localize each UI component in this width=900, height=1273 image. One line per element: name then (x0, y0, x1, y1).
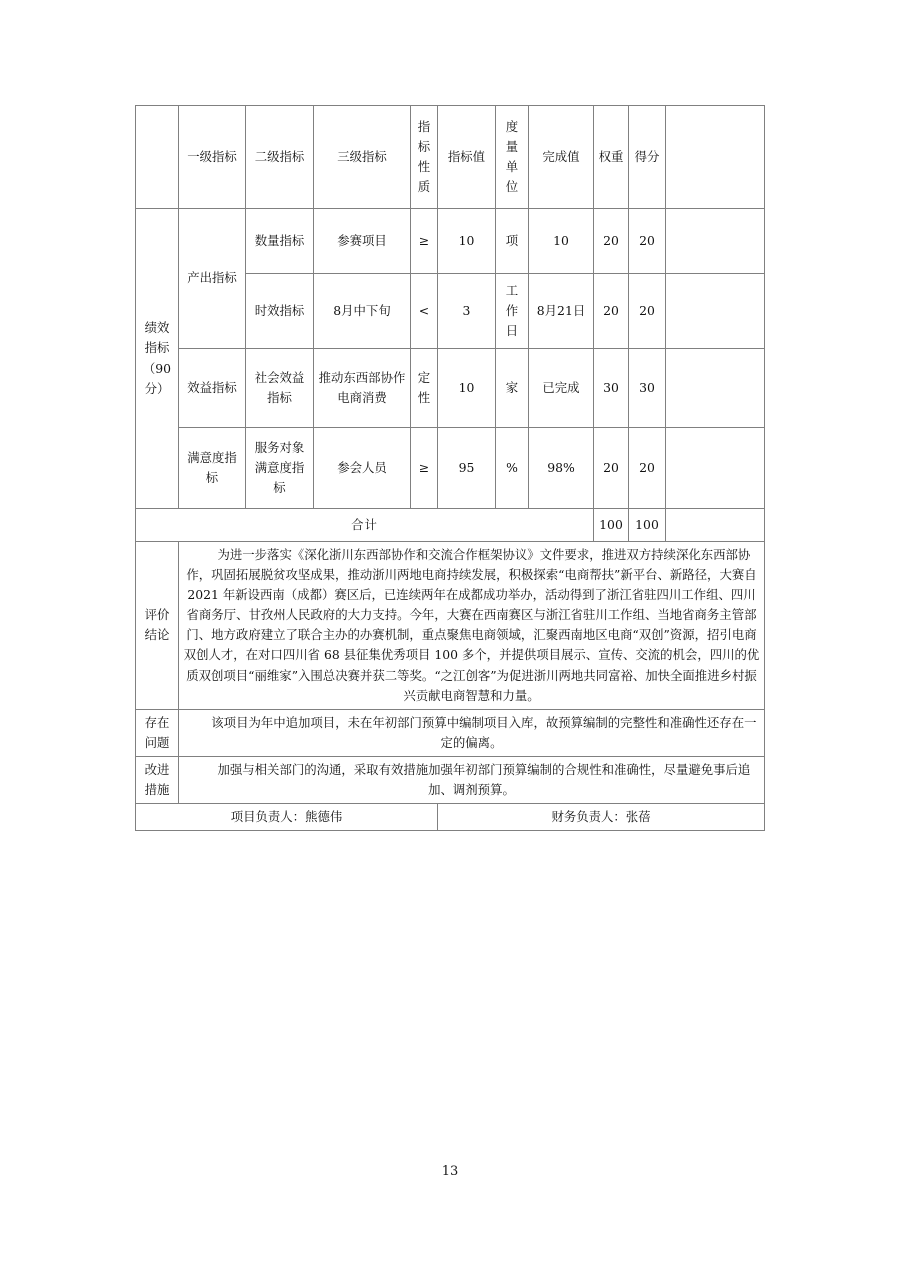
section-label-evaluation-conclusion: 评价结论 (136, 542, 179, 710)
table-row (136, 349, 765, 428)
row-3-level3: 参会人员 (314, 428, 411, 509)
total-weight: 100 (594, 509, 629, 542)
total-score: 100 (629, 509, 666, 542)
paragraph: 为进一步落实《深化浙川东西部协作和交流合作框架协议》文件要求，推进双方持续深化东西部协作，巩固拓展脱贫攻坚成果，推动浙川两地电商持续发展，积极探索“电商帮扶”新平台、新路径，大赛自 2021 年新设西南（成都）赛区后，已连续两年在成都成功举办，活动得到了浙江省驻四川工作组、四川省商务厅、甘孜州人民政府的大力支持。今年，大赛在西南赛区与浙江省驻川工作组、当地省商务主管部门、地方政府建立了联合主办的办赛机制，重点聚焦电商领域，汇聚西南地区电商“双创”资源，招引电商双创人才，在对口四川省 68 县征集优秀项目 100 多个，并提供项目展示、宣传、交流的机会，四川的优质双创项目“丽维家”入围总决赛并获二等奖。“之江创客”为促进浙川两地共同富裕、加快全面推进乡村振兴贡献电商智慧和力量。 (183, 547, 760, 703)
row-1-weight: 20 (594, 274, 629, 349)
table-row (136, 209, 765, 274)
total-blank (666, 509, 765, 542)
header-nature: 指标性质 (411, 106, 438, 209)
row-2-actual-value: 已完成 (529, 349, 594, 428)
section-label-improvement-measures: 改进措施 (136, 756, 179, 803)
row-2-nature: 定性 (411, 349, 438, 428)
project-leader-signature: 项目负责人：熊德伟 (136, 804, 438, 831)
row-0-nature: ≥ (411, 209, 438, 274)
header-weight: 权重 (594, 106, 629, 209)
row-0-score: 20 (629, 209, 666, 274)
row-3-actual-value: 98% (529, 428, 594, 509)
row-1-level2: 时效指标 (246, 274, 314, 349)
row-3-level1: 满意度指标 (179, 428, 246, 509)
row-2-weight: 30 (594, 349, 629, 428)
header-actual-value: 完成值 (529, 106, 594, 209)
row-1-level3: 8月中下旬 (314, 274, 411, 349)
row-3-target-value: 95 (438, 428, 496, 509)
row-1-score: 20 (629, 274, 666, 349)
total-label: 合计 (136, 509, 594, 542)
row-2-level1: 效益指标 (179, 349, 246, 428)
header-level3: 三级指标 (314, 106, 411, 209)
row-1-actual-value: 8月21日 (529, 274, 594, 349)
header-unit: 度量单位 (496, 106, 529, 209)
header-blank (666, 106, 765, 209)
header-score: 得分 (629, 106, 666, 209)
row-group-label-performance: 绩效指标（90分） (136, 209, 179, 509)
row-0-level2: 数量指标 (246, 209, 314, 274)
row-3-blank (666, 428, 765, 509)
row-0-blank (666, 209, 765, 274)
row-2-score: 30 (629, 349, 666, 428)
row-1-target-value: 3 (438, 274, 496, 349)
row-2-unit: 家 (496, 349, 529, 428)
row-3-score: 20 (629, 428, 666, 509)
row-2-blank (666, 349, 765, 428)
finance-leader-signature: 财务负责人：张蓓 (438, 804, 765, 831)
row-1-unit: 工作日 (496, 274, 529, 349)
header-level1: 一级指标 (179, 106, 246, 209)
section-evaluation-conclusion (136, 542, 765, 710)
section-text-improvement-measures (179, 756, 765, 803)
row-2-level2: 社会效益指标 (246, 349, 314, 428)
row-2-level3: 推动东西部协作电商消费 (314, 349, 411, 428)
header-target-value: 指标值 (438, 106, 496, 209)
row-3-unit: % (496, 428, 529, 509)
row-0-actual-value: 10 (529, 209, 594, 274)
header-level2: 二级指标 (246, 106, 314, 209)
row-3-nature: ≥ (411, 428, 438, 509)
row-0-level1: 产出指标 (179, 209, 246, 349)
row-2-target-value: 10 (438, 349, 496, 428)
row-0-target-value: 10 (438, 209, 496, 274)
table-header-row (136, 106, 765, 209)
row-0-weight: 20 (594, 209, 629, 274)
row-3-weight: 20 (594, 428, 629, 509)
row-0-unit: 项 (496, 209, 529, 274)
section-existing-problems (136, 709, 765, 756)
signature-row (136, 804, 765, 831)
section-improvement-measures (136, 756, 765, 803)
row-0-level3: 参赛项目 (314, 209, 411, 274)
table-row (136, 428, 765, 509)
section-text-evaluation-conclusion (179, 542, 765, 710)
paragraph: 该项目为年中追加项目，未在年初部门预算中编制项目入库，故预算编制的完整性和准确性还存在一定的偏离。 (211, 714, 757, 750)
section-label-existing-problems: 存在问题 (136, 709, 179, 756)
header-corner-cell (136, 106, 179, 209)
page-number: 13 (441, 1164, 459, 1179)
performance-indicator-table (135, 105, 765, 831)
row-1-nature: < (411, 274, 438, 349)
row-1-blank (666, 274, 765, 349)
section-text-existing-problems (179, 709, 765, 756)
table-total-row (136, 509, 765, 542)
paragraph: 加强与相关部门的沟通，采取有效措施加强年初部门预算编制的合规性和准确性，尽量避免事后追加、调剂预算。 (217, 761, 751, 798)
row-3-level2: 服务对象满意度指标 (246, 428, 314, 509)
